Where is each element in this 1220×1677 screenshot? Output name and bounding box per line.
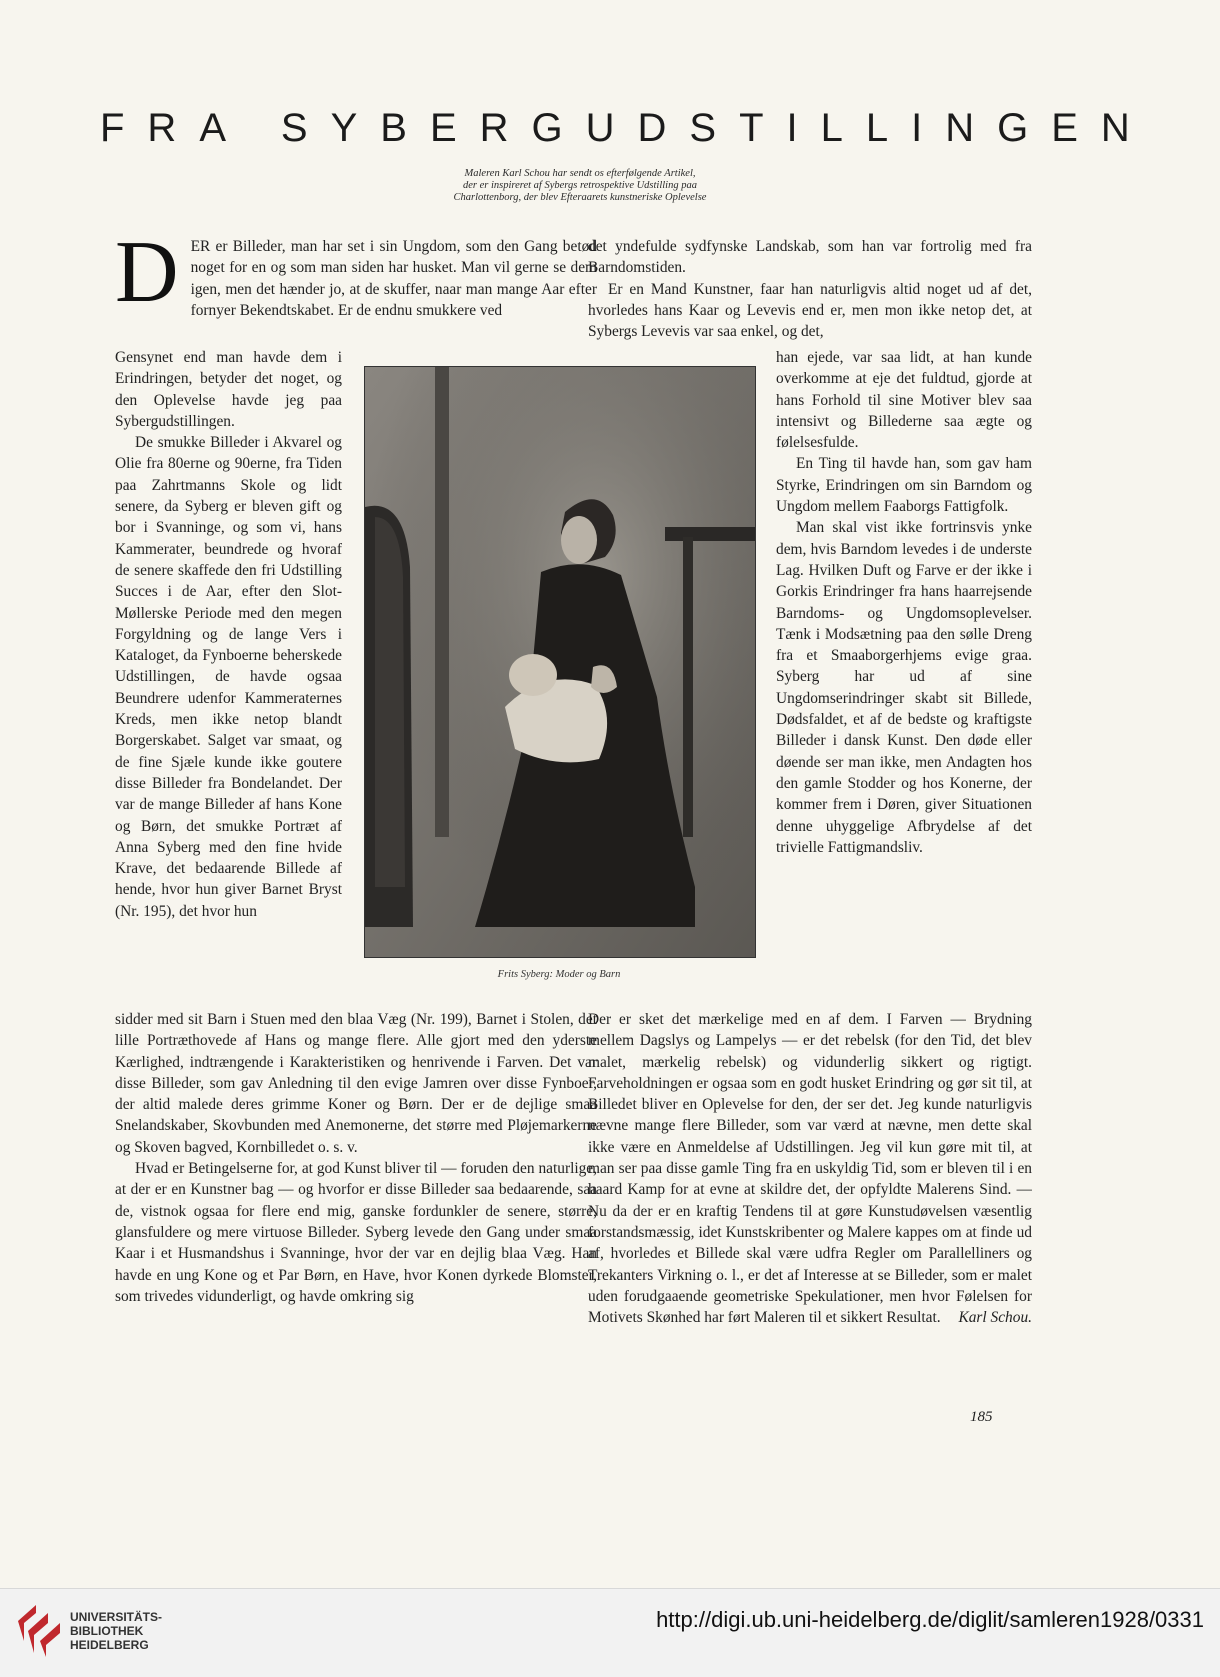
left-column-narrow xyxy=(115,347,342,967)
paragraph: De smukke Billeder i Akvarel og Olie fra 80erne og 90erne, fra Tiden paa Zahrtmanns Skole og lidt senere, da Syberg er bleven gift og bor i Svanninge, og som vi, hans Kammerater, beundrede og hvoraf de senere skaffede den fri Udstilling Succes i de Aar, efter den Slot-Møllerske Periode med den megen Forgyldning og de lange Vers i Kataloget, da Fynboerne beherskede Udstillingen, de havde ogsaa Beundrere udenfor Kammeraternes Kreds, men ikke netop blandt Borgerskabet. Salget var smaat, og de fine Sjæle kunde ikke goutere disse Billeder fra Bondelandet. Der var de mange Billeder af hans Kone og Børn, det smukke Portræt af Anna Syberg med den fine hvide Krave, det bedaarende Billede af hende, hvor hun giver Barnet Bryst (Nr. 195), det hvor hun xyxy=(115,434,342,920)
intro-line: Maleren Karl Schou har sendt os efterfølgende Artikel, xyxy=(464,168,696,179)
library-name-line: HEIDELBERG xyxy=(70,1638,149,1652)
right-column-top xyxy=(588,236,1032,348)
library-name-line: UNIVERSITÄTS- xyxy=(70,1610,163,1624)
painting-image xyxy=(365,367,755,957)
paragraph: En Ting til havde han, som gav ham Styrke, Erindringen om sin Barndom og Ungdom mellem Faaborgs Fattigfolk. xyxy=(776,455,1032,516)
paragraph: det yndefulde sydfynske Landskab, som han var fortrolig med fra Barndomstiden. xyxy=(588,238,1032,277)
right-column-bottom xyxy=(588,1009,1032,1384)
library-name[interactable] xyxy=(70,1610,162,1652)
article-title: FRA SYBERGUDSTILLINGEN xyxy=(100,106,1153,150)
left-column-bottom xyxy=(115,1009,597,1384)
paragraph: Gensynet end man havde dem i Erindringen, betyder det noget, og den Oplevelse havde jeg paa Sybergudstillingen. xyxy=(115,349,342,430)
figure-caption: Frits Syberg: Moder og Barn xyxy=(497,969,621,980)
painting-mother-and-child xyxy=(364,366,756,958)
paragraph xyxy=(115,236,597,321)
paragraph: Man skal vist ikke fortrinsvis ynke dem, hvis Barndom levedes i de underste Lag. Hvilken Duft og Farve er der ikke i Gorkis Erindringer fra hans haarrejsende Barndoms- og Ungdomsoplevelser. Tænk i Modsætning paa den sølle Dreng fra et Smaaborgerhjems evige graa. Syberg har ud af sine Ungdomserindringer skabt sit Billede, Dødsfaldet, et af de bedste og kraftigste Billeder i dansk Kunst. Den døde eller døende ser man ikke, men Andagten hos den gamle Stodder og hos Konerne, der kommer frem i Døren, giver Situationen denne uhyggelige Afbrydelse af det trivielle Fattigmandsliv. xyxy=(776,519,1032,856)
intro-note xyxy=(300,168,860,204)
paragraph-text: ER er Billeder, man har set i sin Ungdom, som den Gang betød noget for en og som man siden har husket. Man vil gerne se dem igen, men det hænder jo, at de skuffer, naar man mange Aar efter fornyer Bekendtskabet. Er de endnu smukkere ved xyxy=(190,238,597,319)
left-column-top xyxy=(115,236,597,348)
drop-cap: D xyxy=(115,236,179,321)
library-logo-icon[interactable] xyxy=(14,1601,64,1659)
paragraph: sidder med sit Barn i Stuen med den blaa Væg (Nr. 199), Barnet i Stolen, det lille Portræthovede af Hans og mange flere. Alle gjort med den yderste Kærlighed, indtrængende i Karakteristiken og henrivende i Farven. Det var disse Billeder, som gav Anledning til den evige Jamren over disse Fynboer, der altid malede deres grimme Koner og Børn. Der er de dejlige smaa Snelandskaber, Skovbunden med Anemonerne, det større med Pløjemarkerne og Skoven bagved, Kornbilledet o. s. v. xyxy=(115,1011,597,1156)
paragraph: Hvad er Betingelserne for, at god Kunst bliver til — foruden den naturlige, at der er en Kunstner bag — og hvorfor er disse Billeder saa bedaarende, saa de, vistnok ogsaa for flere end mig, ganske fordunkler de senere, større, glansfuldere og mere virtuose Billeder. Syberg levede den Gang under smaa Kaar i et Husmandshus i Svanninge, hvor der var en dejlig blaa Væg. Han havde en ung Kone og et Par Børn, en Have, hvor Konen dyrkede Blomster, som trivedes vidunderligt, og havde omkring sig xyxy=(115,1160,597,1305)
right-column-narrow xyxy=(776,347,1032,1007)
library-name-line: BIBLIOTHEK xyxy=(70,1624,144,1638)
page-number: 185 xyxy=(970,1409,993,1425)
intro-line: Charlottenborg, der blev Efteraarets kunstneriske Oplevelse xyxy=(453,192,707,203)
paragraph xyxy=(588,1009,1032,1328)
author-signature: Karl Schou. xyxy=(958,1309,1032,1327)
paragraph: han ejede, var saa lidt, at han kunde overkomme at eje det fuldtud, gjorde at hans Forhold til sine Motiver blev saa intensivt og Billederne saa ægte og følelsesfulde. xyxy=(776,349,1032,452)
permalink-url[interactable]: http://digi.ub.uni-heidelberg.de/diglit/samleren1928/0331 xyxy=(656,1607,1204,1632)
paragraph-text: Der er sket det mærkelige med en af dem. I Farven — Brydning mellem Dagslys og Lampelys — er det rebelsk (for den Tid, det blev malet, mærkelig rebelsk) og vidunderlig sikkert og rigtigt. Farveholdningen er ogsaa som en godt husket Erindring og gør sit til, at Billedet bliver en Oplevelse for den, der ser det. Jeg kunde naturligvis nævne mange flere Billeder, som var værd at nævne, men dette skal ikke være en Anmeldelse af Udstillingen. Jeg vil kun gøre mit til, at man ser paa disse gamle Ting fra en uskyldig Tid, som er bleven til i en haard Kamp for at evne at skildre det, der opfyldte Malerens Sind. — Nu da der er en kraftig Tendens til at gøre Kunstudøvelsen væsentlig forstandsmæssig, idet Kunstskribenter og Malere kappes om at finde ud af, hvorledes et Billede skal være udfra Regler om Parallelliners og Trekanters Virkning o. l., er det af Interesse at se Billeder, som er malet uden forudgaaende geometriske Spekulationer, men hvor Følelsen for Motivets Skønhed har ført Maleren til et sikkert Resultat. xyxy=(588,1011,1032,1327)
library-footer xyxy=(0,1588,1220,1677)
intro-line: der er inspireret af Sybergs retrospektive Udstilling paa xyxy=(463,180,697,191)
paragraph: Er en Mand Kunstner, faar han naturligvis altid noget ud af det, hvorledes hans Kaar og Levevis end er, men mon ikke netop det, at Sybergs Levevis var saa enkel, og det, xyxy=(588,280,1032,341)
